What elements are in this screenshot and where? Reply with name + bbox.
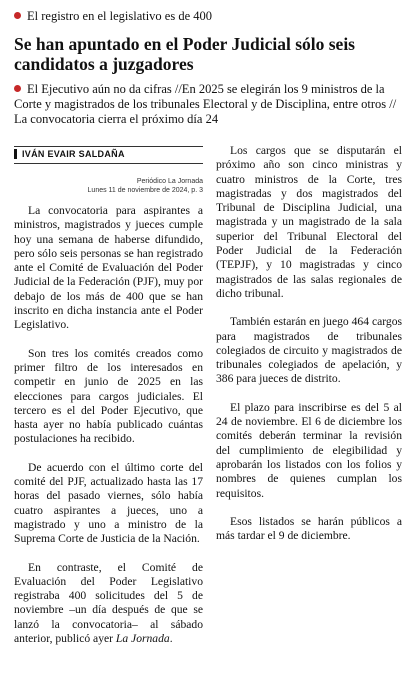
article-subhead bbox=[14, 82, 402, 127]
article-paragraph: También estarán en juego 464 cargos para magistrados de tribunales colegiados de circuito y magistrados de tribunales colegiados de apelación, y 386 para jueces de distrito. bbox=[216, 315, 402, 386]
bullet-icon bbox=[14, 12, 21, 19]
article-paragraph: Son tres los comités creados como primer filtro de los interesados en competir en junio de 2025 en las elecciones para cargos judiciales. El tercero es el del Poder Ejecutivo, que hasta ayer no había publicado cuántas postulaciones ha recibido. bbox=[14, 346, 203, 446]
source-credit bbox=[14, 177, 203, 195]
publication-name: La Jornada bbox=[115, 632, 170, 646]
author-name: IVÁN EVAIR SALDAÑA bbox=[22, 149, 125, 159]
byline-rule-top bbox=[14, 146, 203, 147]
paragraph-end: . bbox=[169, 632, 173, 646]
source-publication: Periódico La Jornada bbox=[136, 178, 203, 185]
article-paragraph: El plazo para inscribirse es del 5 al 24 de noviembre. El 6 de diciembre los comités deberán terminar la revisión del cumplimiento de elegibilidad y aprobarán los listados con los folios y nombres de quienes cumplan los requisitos. bbox=[216, 400, 402, 500]
byline bbox=[14, 149, 203, 159]
article-paragraph: Esos listados se harán públicos a más tardar el 9 de diciembre. bbox=[216, 514, 402, 543]
bullet-icon bbox=[14, 85, 21, 92]
kicker-line bbox=[14, 9, 394, 23]
kicker-text: El registro en el legislativo es de 400 bbox=[27, 9, 213, 23]
article-column-right bbox=[216, 144, 402, 557]
article-paragraph: Los cargos que se disputarán el próximo año son cinco ministras y cuatro ministros de la Corte, tres magistradas y dos magistrados del Tribunal de Disciplina Judicial, una magistrada y un magistrado de la sala superior del Tribunal Electoral del Poder Judicial de la Federación (TEPJF), y 10 magistradas y cinco magistrados de las salas regionales de dicho tribunal. bbox=[216, 144, 402, 300]
article-headline: Se han apuntado en el Poder Judicial sólo seis candidatos a juzgadores bbox=[14, 34, 355, 74]
article-paragraph bbox=[14, 561, 203, 647]
article-column-left bbox=[14, 204, 203, 660]
article-paragraph: La convocatoria para aspirantes a ministros, magistrados y jueces cumple hoy una semana de haberse difundido, pero sólo seis personas se han registrado ante el Comité de Evaluación del Poder Judicial de la Federación (PJF), muy por debajo de los más de 400 que se han inscrito en dicha instancia ante el Poder Legislativo. bbox=[14, 204, 203, 332]
article-paragraph: De acuerdo con el último corte del comité del PJF, actualizado hasta las 17 horas del pasado viernes, sólo había cuatro aspirantes a jueces, uno a magistrado y uno a ministro de la Suprema Corte de Justicia de la Nación. bbox=[14, 460, 203, 546]
paragraph-text: En contraste, el Comité de Evaluación del Poder Legislativo registraba 400 solicitudes del 5 de noviembre –un día después de que se lanzó la convocatoria– al sábado anterior, publicó ayer bbox=[14, 560, 203, 646]
source-date: Lunes 11 de noviembre de 2024, p. 3 bbox=[87, 187, 203, 194]
subhead-text: El Ejecutivo aún no da cifras //En 2025 se elegirán los 9 ministros de la Corte y magistrados de los tribunales Electoral y de Disciplina, entre otros // La convocatoria cierra el próximo día 24 bbox=[14, 82, 397, 126]
byline-bar-icon bbox=[14, 149, 17, 159]
byline-rule-bottom bbox=[14, 163, 203, 164]
